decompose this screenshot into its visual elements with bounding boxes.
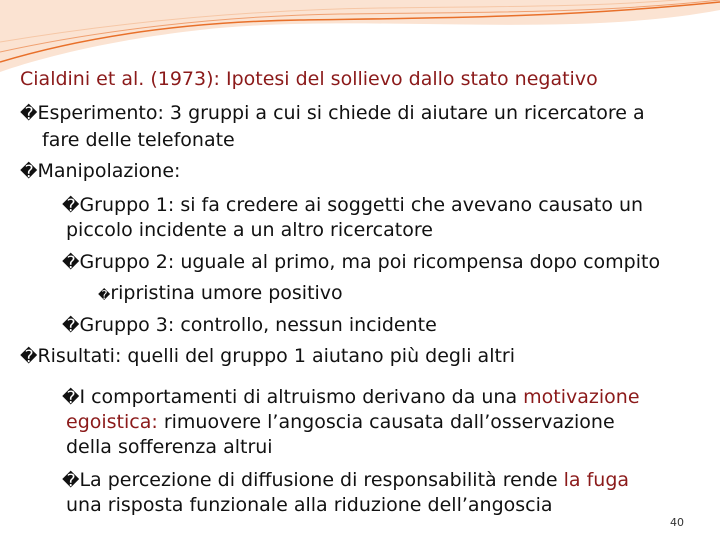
- bullet-manipolazione: [20, 160, 180, 183]
- line-text: Esperimento: 3 gruppi a cui si chiede di aiutare un ricercatore a: [37, 102, 645, 124]
- line-text: Gruppo 1: si fa credere ai soggetti che avevano causato un: [79, 194, 644, 216]
- conclusion-2: [62, 469, 629, 492]
- conclusion-1-highlight: motivazione: [523, 386, 640, 408]
- line-text: ripristina umore positivo: [110, 282, 343, 304]
- bullet-glyph-icon: �: [62, 253, 80, 273]
- conclusion-2-line2: una risposta funzionale alla riduzione dell’angoscia: [66, 494, 553, 516]
- conclusion-2-prefix: La percezione di diffusione di responsabilità rende: [79, 469, 564, 491]
- line-text: Manipolazione:: [37, 160, 181, 182]
- bullet-esperimento-cont: fare delle telefonate: [42, 129, 235, 151]
- conclusion-1-prefix: I comportamenti di altruismo derivano da una: [79, 386, 524, 408]
- conclusion-1: [62, 386, 640, 409]
- line-text: Gruppo 2: uguale al primo, ma poi ricompensa dopo compito: [79, 251, 661, 273]
- bullet-risultati: [20, 345, 515, 368]
- conclusion-1-rest: rimuovere l’angoscia causata dall’osservazione: [157, 411, 615, 433]
- page-number: 40: [670, 516, 684, 529]
- sub-bullet-gruppo-1-cont: piccolo incidente a un altro ricercatore: [66, 219, 433, 241]
- conclusion-1-line3: della sofferenza altrui: [66, 436, 273, 458]
- bullet-glyph-icon: �: [62, 471, 80, 491]
- bullet-glyph-icon: �: [62, 196, 80, 216]
- bullet-glyph-icon: �: [20, 104, 38, 124]
- conclusion-2-highlight: la fuga: [563, 469, 630, 491]
- sub-sub-bullet-ripristina: [98, 282, 343, 306]
- conclusion-1-highlight-2: egoistica:: [66, 411, 158, 433]
- sub-bullet-gruppo-1: [62, 194, 643, 217]
- slide-title: Cialdini et al. (1973): Ipotesi del sollievo dallo stato negativo: [20, 68, 598, 90]
- bullet-glyph-icon: �: [62, 388, 80, 408]
- conclusion-1-line2: [66, 411, 615, 433]
- sub-bullet-gruppo-3: [62, 314, 437, 337]
- bullet-glyph-icon: �: [20, 347, 38, 367]
- bullet-glyph-icon: �: [98, 288, 111, 302]
- bullet-esperimento: [20, 102, 645, 125]
- bullet-glyph-icon: �: [20, 162, 38, 182]
- line-text: Gruppo 3: controllo, nessun incidente: [79, 314, 437, 336]
- bullet-glyph-icon: �: [62, 316, 80, 336]
- sub-bullet-gruppo-2: [62, 251, 660, 274]
- line-text: Risultati: quelli del gruppo 1 aiutano più degli altri: [37, 345, 516, 367]
